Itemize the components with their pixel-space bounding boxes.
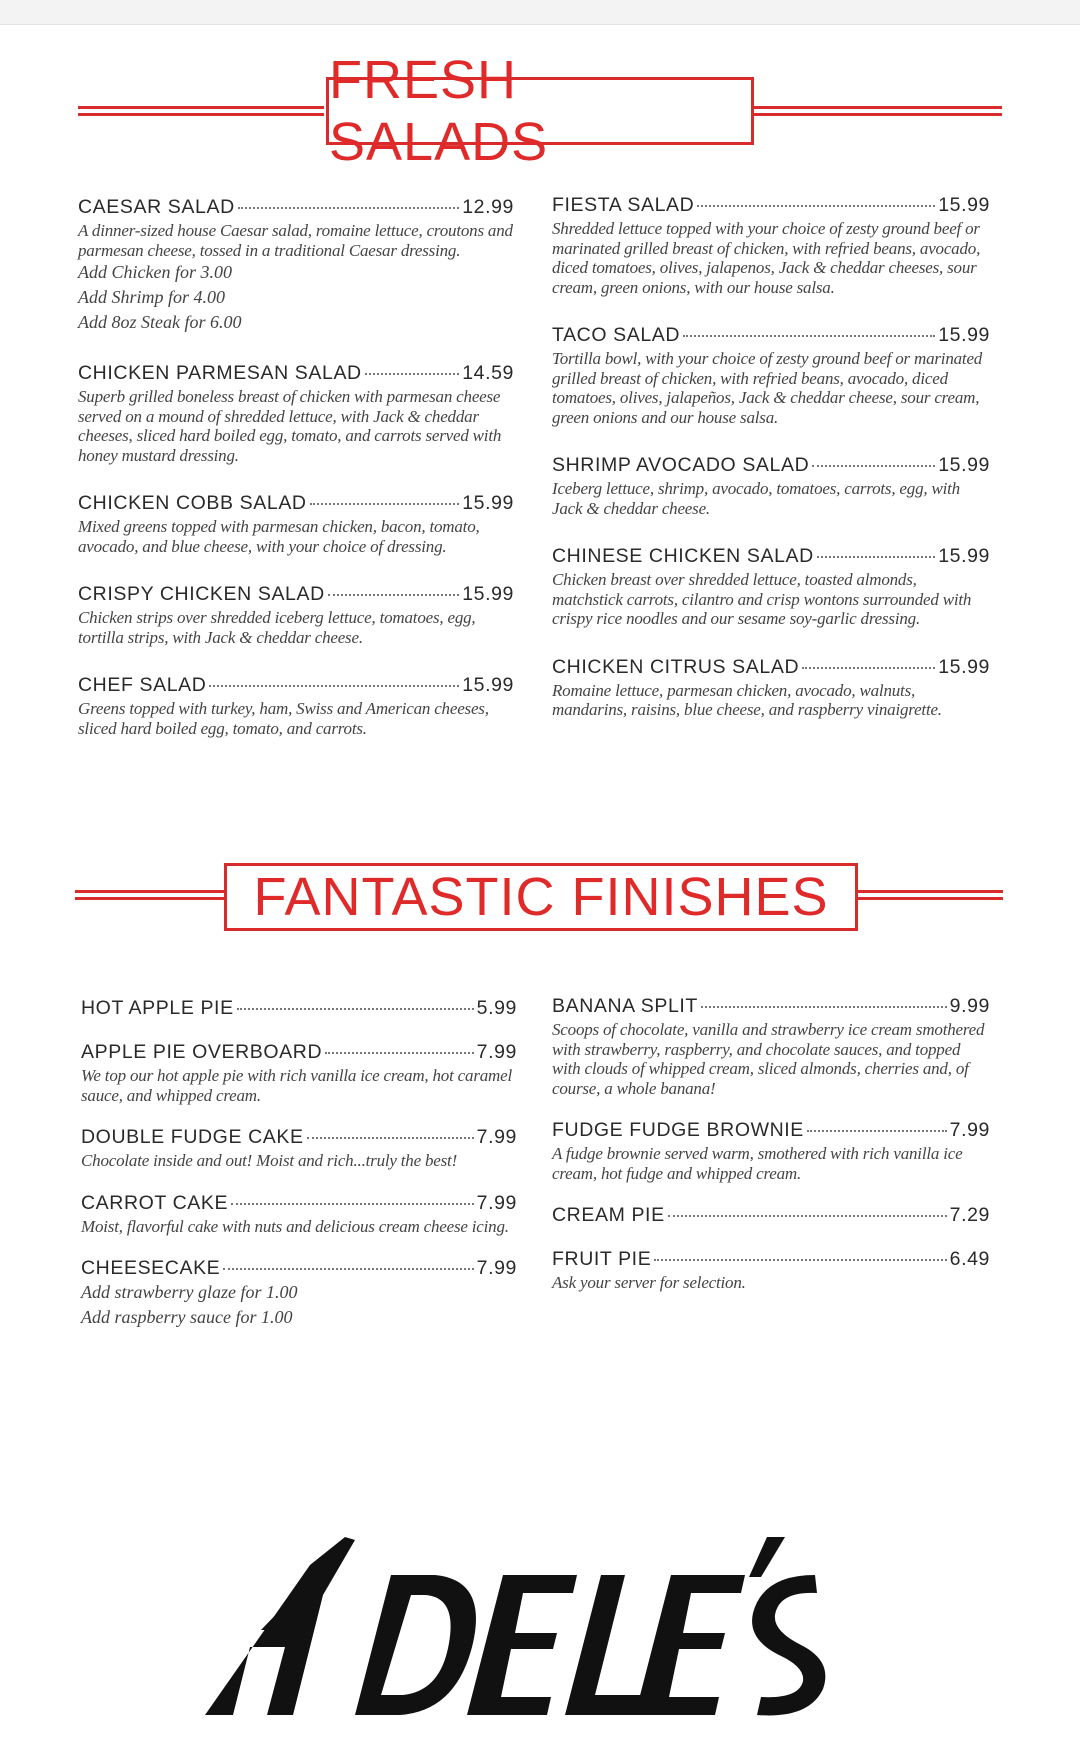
dot-leader: [238, 207, 459, 209]
menu-item-line: [78, 673, 514, 697]
item-name: TACO SALAD: [552, 324, 681, 346]
item-price: 7.99: [476, 1257, 517, 1279]
menu-item-line: [78, 491, 514, 515]
menu-item-line: [81, 1125, 517, 1149]
item-price: 15.99: [938, 454, 990, 476]
dot-leader: [817, 556, 935, 558]
dot-leader: [310, 503, 460, 505]
dot-leader: [812, 465, 935, 467]
menu-item: [78, 361, 514, 465]
banner-rule-right: [855, 888, 1003, 902]
menu-item: [552, 655, 990, 720]
banner-rule-left: [78, 104, 324, 118]
salads-left-column: [78, 195, 514, 738]
item-name: CREAM PIE: [552, 1204, 665, 1226]
menu-item: [81, 1125, 517, 1171]
item-name: FRUIT PIE: [552, 1248, 652, 1270]
banner-rule-right: [750, 104, 1002, 118]
item-price: 7.99: [476, 1126, 517, 1148]
item-price: 15.99: [462, 492, 514, 514]
finishes-right-column: [552, 994, 990, 1293]
menu-item: [81, 996, 517, 1020]
menu-item-line: [552, 544, 990, 568]
item-price: 12.99: [462, 196, 514, 218]
item-price: 15.99: [462, 674, 514, 696]
dot-leader: [223, 1268, 473, 1270]
dot-leader: [231, 1203, 474, 1205]
dot-leader: [328, 594, 459, 596]
item-name: HOT APPLE PIE: [81, 997, 234, 1019]
dot-leader: [697, 205, 935, 207]
menu-item: [78, 195, 514, 335]
item-addon: Add Chicken for 3.00: [78, 262, 232, 282]
menu-item: [81, 1256, 517, 1330]
item-description: We top our hot apple pie with rich vanilla ice cream, hot caramel sauce, and whipped cream.: [81, 1066, 512, 1105]
item-addon: Add 8oz Steak for 6.00: [78, 312, 242, 332]
menu-item-line: [78, 582, 514, 606]
item-addon: Add raspberry sauce for 1.00: [81, 1307, 293, 1327]
section-title: FANTASTIC FINISHES: [224, 863, 858, 931]
menu-item-line: [552, 453, 990, 477]
dot-leader: [365, 373, 459, 375]
item-addon: Add Shrimp for 4.00: [78, 287, 226, 307]
item-price: 15.99: [938, 655, 990, 678]
dot-leader: [802, 667, 935, 669]
item-price: 15.99: [462, 583, 514, 605]
item-price: 15.99: [938, 324, 990, 346]
menu-item-line: [552, 323, 990, 347]
finishes-left-column: [81, 996, 517, 1330]
menu-item-line: [81, 1040, 517, 1064]
item-name: CHEF SALAD: [78, 674, 207, 696]
item-description: Chicken strips over shredded iceberg lettuce, tomatoes, egg, tortilla strips, with Jack & cheddar cheese.: [78, 608, 476, 647]
item-description: Iceberg lettuce, shrimp, avocado, tomatoes, carrots, egg, with Jack & cheddar cheese.: [552, 479, 960, 518]
item-description: Moist, flavorful cake with nuts and delicious cream cheese icing.: [81, 1216, 509, 1236]
menu-item: [78, 582, 514, 647]
item-name: APPLE PIE OVERBOARD: [81, 1041, 323, 1063]
item-price: 15.99: [938, 194, 990, 216]
menu-item: [552, 994, 990, 1098]
dot-leader: [654, 1259, 946, 1261]
menu-item: [78, 491, 514, 556]
item-name: CHINESE CHICKEN SALAD: [552, 545, 814, 567]
menu-item: [81, 1040, 517, 1105]
item-description: A fudge brownie served warm, smothered with rich vanilla ice cream, hot fudge and whipped cream.: [552, 1144, 963, 1183]
item-name: CHICKEN CITRUS SALAD: [552, 655, 800, 678]
item-description: Greens topped with turkey, ham, Swiss and American cheeses, sliced hard boiled egg, tomato, and carrots.: [78, 699, 489, 738]
salads-right-column: [552, 193, 990, 720]
item-name: FIESTA SALAD: [552, 194, 695, 216]
item-price: 15.99: [938, 545, 990, 567]
menu-item-line: [552, 1118, 990, 1142]
item-description: Chicken breast over shredded lettuce, toasted almonds, matchstick carrots, cilantro and crisp wontons surrounded with crispy rice noodles and our sesame soy-garlic dressing.: [552, 570, 972, 628]
menu-item-line: [552, 193, 990, 217]
menu-item-line: [552, 1247, 990, 1271]
dot-leader: [701, 1006, 947, 1008]
menu-item: [552, 544, 990, 629]
menu-item-line: [81, 1191, 517, 1215]
dot-leader: [307, 1137, 474, 1139]
item-description: Mixed greens topped with parmesan chicken, bacon, tomato, avocado, and blue cheese, with your choice of dressing.: [78, 517, 480, 556]
item-description: Shredded lettuce topped with your choice of zesty ground beef or marinated grilled breast of chicken, with refried beans, avocado, diced tomatoes, olives, jalapenos, Jack & cheddar cheeses, sour cream, green onions, with our house salsa.: [552, 219, 981, 297]
item-price: 7.99: [949, 1119, 990, 1141]
item-name: CHICKEN PARMESAN SALAD: [78, 362, 362, 384]
top-bar: [0, 0, 1080, 25]
menu-item-line: [78, 361, 514, 385]
item-price: 9.99: [949, 995, 990, 1017]
item-name: CHICKEN COBB SALAD: [78, 492, 307, 514]
dot-leader: [237, 1008, 474, 1010]
item-name: CHEESECAKE: [81, 1257, 221, 1279]
item-name: BANANA SPLIT: [552, 995, 698, 1017]
finishes-banner: [0, 863, 1080, 943]
menu-item: [552, 1118, 990, 1183]
item-description: A dinner-sized house Caesar salad, romaine lettuce, croutons and parmesan cheese, tossed in a traditional Caesar dressing.: [78, 221, 513, 260]
item-price: 7.99: [476, 1041, 517, 1063]
item-price: 7.99: [476, 1191, 517, 1214]
item-price: 6.49: [949, 1248, 990, 1270]
item-name: SHRIMP AVOCADO SALAD: [552, 454, 810, 476]
menu-item: [81, 1191, 517, 1237]
item-price: 7.29: [949, 1204, 990, 1226]
menu-item-line: [81, 1256, 517, 1280]
dot-leader: [683, 335, 935, 337]
menu-item-line: [552, 1203, 990, 1227]
banner-rule-left: [75, 888, 227, 902]
menu-item: [552, 453, 990, 518]
item-name: CAESAR SALAD: [78, 196, 235, 218]
menu-item-line: [552, 994, 990, 1018]
item-price: 5.99: [476, 997, 517, 1019]
menu-item-line: [81, 996, 517, 1020]
dot-leader: [325, 1052, 473, 1054]
item-description: Scoops of chocolate, vanilla and strawberry ice cream smothered with strawberry, raspberry, and chocolate sauces, and topped with clouds of whipped cream, sliced almonds, cherries and, of course, a whole banana!: [552, 1020, 985, 1098]
item-name: DOUBLE FUDGE CAKE: [81, 1126, 304, 1148]
menu-item: [78, 673, 514, 738]
item-description: Superb grilled boneless breast of chicken with parmesan cheese served on a mound of shredded lettuce, with Jack & cheddar cheeses, sliced hard boiled egg, tomato, and carrots served with honey mustard dressing.: [78, 387, 502, 465]
section-title: FRESH SALADS: [326, 77, 754, 145]
dot-leader: [807, 1130, 947, 1132]
adeles-logo: [205, 1535, 875, 1725]
item-description: Chocolate inside and out! Moist and rich...truly the best!: [81, 1151, 458, 1170]
item-addon: Add strawberry glaze for 1.00: [81, 1282, 298, 1302]
item-description: Tortilla bowl, with your choice of zesty ground beef or marinated grilled breast of chicken, with refried beans, avocado, diced tomatoes, olives, jalapeños, Jack & cheddar cheese, sour cream, green onions and our house salsa.: [552, 349, 983, 427]
dot-leader: [668, 1215, 947, 1217]
item-name: CRISPY CHICKEN SALAD: [78, 583, 325, 605]
menu-item: [552, 1203, 990, 1227]
menu-item-line: [78, 195, 514, 219]
menu-item-line: [552, 655, 990, 679]
item-price: 14.59: [462, 362, 514, 384]
menu-item: [552, 1247, 990, 1293]
menu-item: [552, 323, 990, 427]
dot-leader: [209, 685, 459, 687]
item-description: Ask your server for selection.: [552, 1273, 746, 1292]
menu-item: [552, 193, 990, 297]
item-description: Romaine lettuce, parmesan chicken, avocado, walnuts, mandarins, raisins, blue cheese, and raspberry vinaigrette.: [552, 680, 942, 719]
salads-banner: [0, 50, 1080, 172]
item-name: FUDGE FUDGE BROWNIE: [552, 1119, 804, 1141]
item-name: CARROT CAKE: [81, 1191, 229, 1214]
